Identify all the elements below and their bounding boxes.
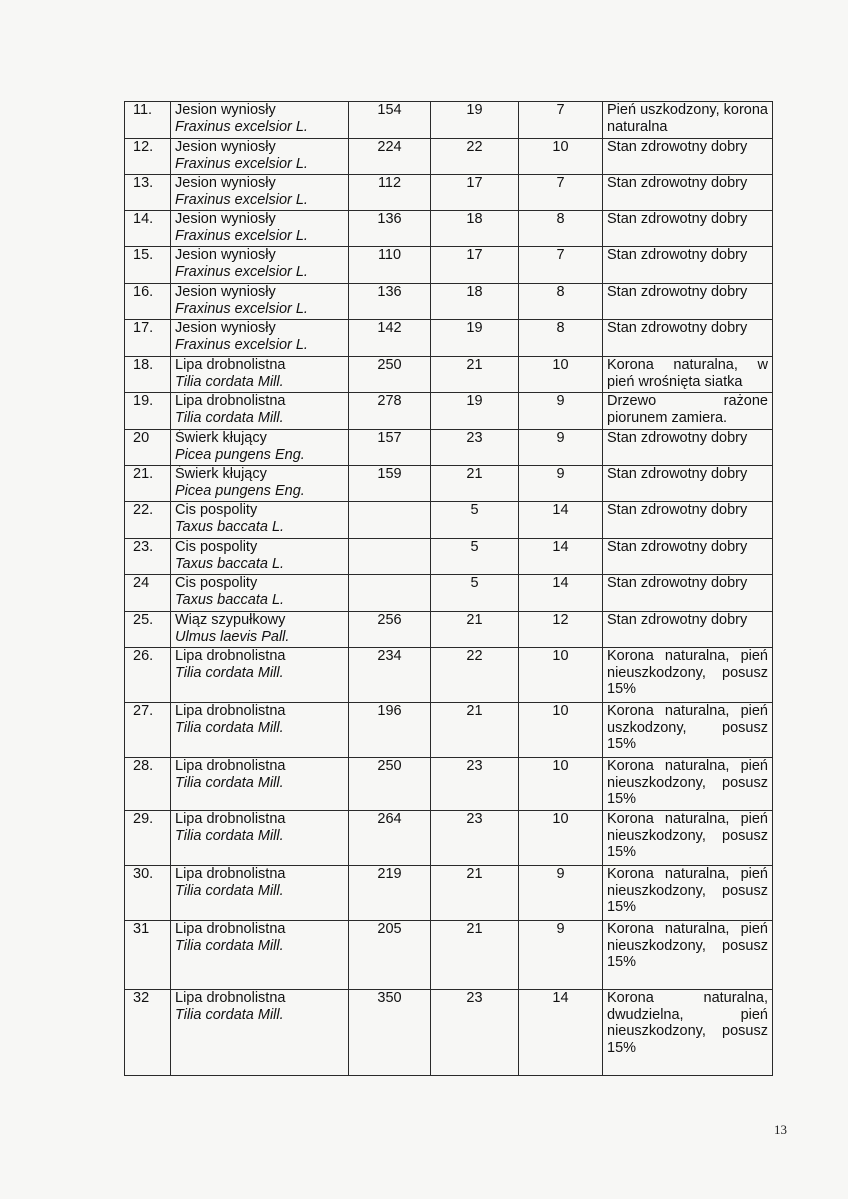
species-latin-name: Ulmus laevis Pall. (175, 628, 290, 645)
height-cell: 23 (431, 758, 519, 811)
height-cell: 21 (431, 703, 519, 758)
crown-cell: 10 (519, 357, 603, 393)
table-row (125, 990, 773, 1076)
circumference-cell: 224 (349, 139, 431, 175)
circumference-cell: 219 (349, 866, 431, 921)
table-row (125, 758, 773, 811)
species-common-name: Świerk kłujący (175, 466, 267, 482)
species-latin-name: Picea pungens Eng. (175, 446, 305, 463)
species-latin-name: Tilia cordata Mill. (175, 719, 284, 736)
species-latin-name: Tilia cordata Mill. (175, 774, 284, 791)
height-cell: 19 (431, 102, 519, 139)
circumference-cell: 142 (349, 320, 431, 357)
species-cell (171, 575, 349, 612)
row-number-cell: 22. (125, 502, 171, 539)
row-number-cell: 27. (125, 703, 171, 758)
row-number-cell: 26. (125, 648, 171, 703)
height-cell: 18 (431, 284, 519, 320)
table-row (125, 502, 773, 539)
row-number-cell: 15. (125, 247, 171, 284)
species-latin-name: Tilia cordata Mill. (175, 409, 284, 426)
row-number-cell: 29. (125, 811, 171, 866)
condition-cell: Korona naturalna, pień uszkodzony, posusz 15% (603, 703, 773, 758)
species-latin-name: Tilia cordata Mill. (175, 882, 284, 899)
condition-cell: Stan zdrowotny dobry (603, 612, 773, 648)
species-latin-name: Fraxinus excelsior L. (175, 155, 308, 172)
condition-cell: Stan zdrowotny dobry (603, 320, 773, 357)
crown-cell: 10 (519, 139, 603, 175)
table-row (125, 175, 773, 211)
circumference-cell: 196 (349, 703, 431, 758)
species-latin-name: Taxus baccata L. (175, 555, 285, 572)
species-common-name: Jesion wyniosły (175, 284, 276, 300)
species-latin-name: Taxus baccata L. (175, 591, 285, 608)
table-row (125, 648, 773, 703)
condition-cell: Stan zdrowotny dobry (603, 466, 773, 502)
condition-cell: Korona naturalna, pień nieuszkodzony, posusz 15% (603, 921, 773, 990)
crown-cell: 8 (519, 284, 603, 320)
condition-cell: Korona naturalna, w pień wrośnięta siatka (603, 357, 773, 393)
species-latin-name: Fraxinus excelsior L. (175, 227, 308, 244)
crown-cell: 9 (519, 466, 603, 502)
circumference-cell (349, 502, 431, 539)
circumference-cell: 250 (349, 758, 431, 811)
height-cell: 17 (431, 175, 519, 211)
species-cell (171, 320, 349, 357)
circumference-cell: 278 (349, 393, 431, 430)
height-cell: 23 (431, 811, 519, 866)
species-cell (171, 247, 349, 284)
row-number-cell: 25. (125, 612, 171, 648)
crown-cell: 7 (519, 175, 603, 211)
crown-cell: 10 (519, 758, 603, 811)
row-number-cell: 24 (125, 575, 171, 612)
height-cell: 19 (431, 393, 519, 430)
row-number-cell: 21. (125, 466, 171, 502)
condition-cell: Stan zdrowotny dobry (603, 175, 773, 211)
species-common-name: Lipa drobnolistna (175, 758, 286, 774)
species-common-name: Lipa drobnolistna (175, 921, 286, 937)
height-cell: 22 (431, 139, 519, 175)
species-cell (171, 866, 349, 921)
crown-cell: 12 (519, 612, 603, 648)
circumference-cell: 234 (349, 648, 431, 703)
crown-cell: 14 (519, 990, 603, 1076)
height-cell: 21 (431, 921, 519, 990)
species-common-name: Cis pospolity (175, 502, 258, 518)
row-number-cell: 13. (125, 175, 171, 211)
circumference-cell: 154 (349, 102, 431, 139)
species-common-name: Lipa drobnolistna (175, 357, 286, 373)
species-cell (171, 466, 349, 502)
circumference-cell (349, 539, 431, 575)
condition-cell: Korona naturalna, pień nieuszkodzony, posusz 15% (603, 758, 773, 811)
species-cell (171, 175, 349, 211)
table-body (125, 102, 773, 1076)
species-cell (171, 921, 349, 990)
condition-cell: Korona naturalna, pień nieuszkodzony, posusz 15% (603, 648, 773, 703)
height-cell: 21 (431, 466, 519, 502)
species-latin-name: Fraxinus excelsior L. (175, 263, 308, 280)
height-cell: 21 (431, 866, 519, 921)
species-cell (171, 139, 349, 175)
crown-cell: 14 (519, 502, 603, 539)
species-cell (171, 502, 349, 539)
circumference-cell: 136 (349, 284, 431, 320)
crown-cell: 10 (519, 811, 603, 866)
table-row (125, 703, 773, 758)
condition-cell: Pień uszkodzony, korona naturalna (603, 102, 773, 139)
species-latin-name: Tilia cordata Mill. (175, 827, 284, 844)
species-common-name: Cis pospolity (175, 539, 258, 555)
condition-cell: Korona naturalna, pień nieuszkodzony, posusz 15% (603, 866, 773, 921)
circumference-cell: 110 (349, 247, 431, 284)
table-row (125, 102, 773, 139)
crown-cell: 8 (519, 211, 603, 247)
table-row (125, 811, 773, 866)
species-cell (171, 393, 349, 430)
height-cell: 17 (431, 247, 519, 284)
crown-cell: 10 (519, 703, 603, 758)
crown-cell: 9 (519, 393, 603, 430)
crown-cell: 10 (519, 648, 603, 703)
row-number-cell: 12. (125, 139, 171, 175)
circumference-cell: 264 (349, 811, 431, 866)
condition-cell: Korona naturalna, pień nieuszkodzony, posusz 15% (603, 811, 773, 866)
height-cell: 23 (431, 430, 519, 466)
species-cell (171, 102, 349, 139)
height-cell: 23 (431, 990, 519, 1076)
species-common-name: Lipa drobnolistna (175, 811, 286, 827)
height-cell: 19 (431, 320, 519, 357)
crown-cell: 14 (519, 539, 603, 575)
crown-cell: 14 (519, 575, 603, 612)
table-row (125, 612, 773, 648)
species-cell (171, 758, 349, 811)
row-number-cell: 16. (125, 284, 171, 320)
page-number: 13 (774, 1122, 787, 1137)
condition-cell: Stan zdrowotny dobry (603, 575, 773, 612)
species-cell (171, 990, 349, 1076)
row-number-cell: 32 (125, 990, 171, 1076)
table-row (125, 247, 773, 284)
height-cell: 5 (431, 502, 519, 539)
table-row (125, 539, 773, 575)
species-common-name: Jesion wyniosły (175, 102, 276, 118)
crown-cell: 7 (519, 247, 603, 284)
tree-inventory-table (124, 101, 773, 1076)
table-row (125, 393, 773, 430)
row-number-cell: 20 (125, 430, 171, 466)
table-row (125, 575, 773, 612)
height-cell: 5 (431, 539, 519, 575)
species-latin-name: Picea pungens Eng. (175, 482, 305, 499)
condition-cell: Stan zdrowotny dobry (603, 539, 773, 575)
crown-cell: 7 (519, 102, 603, 139)
species-cell (171, 284, 349, 320)
row-number-cell: 19. (125, 393, 171, 430)
species-common-name: Lipa drobnolistna (175, 703, 286, 719)
species-cell (171, 648, 349, 703)
species-latin-name: Fraxinus excelsior L. (175, 191, 308, 208)
crown-cell: 9 (519, 866, 603, 921)
condition-cell: Stan zdrowotny dobry (603, 211, 773, 247)
table-row (125, 921, 773, 990)
species-common-name: Lipa drobnolistna (175, 648, 286, 664)
table-row (125, 357, 773, 393)
circumference-cell: 350 (349, 990, 431, 1076)
crown-cell: 9 (519, 921, 603, 990)
row-number-cell: 30. (125, 866, 171, 921)
table-row (125, 284, 773, 320)
circumference-cell: 112 (349, 175, 431, 211)
species-common-name: Lipa drobnolistna (175, 866, 286, 882)
species-cell (171, 811, 349, 866)
species-common-name: Jesion wyniosły (175, 175, 276, 191)
crown-cell: 8 (519, 320, 603, 357)
species-cell (171, 612, 349, 648)
circumference-cell: 159 (349, 466, 431, 502)
condition-cell: Stan zdrowotny dobry (603, 284, 773, 320)
species-latin-name: Tilia cordata Mill. (175, 1006, 284, 1023)
crown-cell: 9 (519, 430, 603, 466)
species-common-name: Wiąz szypułkowy (175, 612, 286, 628)
circumference-cell: 205 (349, 921, 431, 990)
species-common-name: Cis pospolity (175, 575, 258, 591)
circumference-cell (349, 575, 431, 612)
circumference-cell: 256 (349, 612, 431, 648)
species-cell (171, 430, 349, 466)
species-latin-name: Tilia cordata Mill. (175, 937, 284, 954)
row-number-cell: 17. (125, 320, 171, 357)
condition-cell: Stan zdrowotny dobry (603, 502, 773, 539)
species-cell (171, 703, 349, 758)
height-cell: 21 (431, 357, 519, 393)
species-cell (171, 357, 349, 393)
condition-cell: Stan zdrowotny dobry (603, 247, 773, 284)
species-common-name: Jesion wyniosły (175, 211, 276, 227)
circumference-cell: 136 (349, 211, 431, 247)
condition-cell: Stan zdrowotny dobry (603, 430, 773, 466)
height-cell: 5 (431, 575, 519, 612)
table-row (125, 320, 773, 357)
species-latin-name: Fraxinus excelsior L. (175, 300, 308, 317)
row-number-cell: 18. (125, 357, 171, 393)
row-number-cell: 31 (125, 921, 171, 990)
species-common-name: Jesion wyniosły (175, 139, 276, 155)
species-latin-name: Fraxinus excelsior L. (175, 118, 308, 135)
height-cell: 18 (431, 211, 519, 247)
table-row (125, 211, 773, 247)
height-cell: 21 (431, 612, 519, 648)
table-row (125, 466, 773, 502)
species-common-name: Lipa drobnolistna (175, 393, 286, 409)
species-latin-name: Tilia cordata Mill. (175, 373, 284, 390)
species-latin-name: Fraxinus excelsior L. (175, 336, 308, 353)
height-cell: 22 (431, 648, 519, 703)
circumference-cell: 250 (349, 357, 431, 393)
species-latin-name: Taxus baccata L. (175, 518, 285, 535)
row-number-cell: 11. (125, 102, 171, 139)
species-common-name: Jesion wyniosły (175, 247, 276, 263)
species-cell (171, 539, 349, 575)
species-latin-name: Tilia cordata Mill. (175, 664, 284, 681)
condition-cell: Korona naturalna, dwudzielna, pień nieuszkodzony, posusz 15% (603, 990, 773, 1076)
species-common-name: Świerk kłujący (175, 430, 267, 446)
circumference-cell: 157 (349, 430, 431, 466)
condition-cell: Drzewo rażone piorunem zamiera. (603, 393, 773, 430)
species-cell (171, 211, 349, 247)
condition-cell: Stan zdrowotny dobry (603, 139, 773, 175)
species-common-name: Jesion wyniosły (175, 320, 276, 336)
row-number-cell: 14. (125, 211, 171, 247)
table-row (125, 866, 773, 921)
row-number-cell: 28. (125, 758, 171, 811)
row-number-cell: 23. (125, 539, 171, 575)
species-common-name: Lipa drobnolistna (175, 990, 286, 1006)
table-row (125, 430, 773, 466)
table-row (125, 139, 773, 175)
